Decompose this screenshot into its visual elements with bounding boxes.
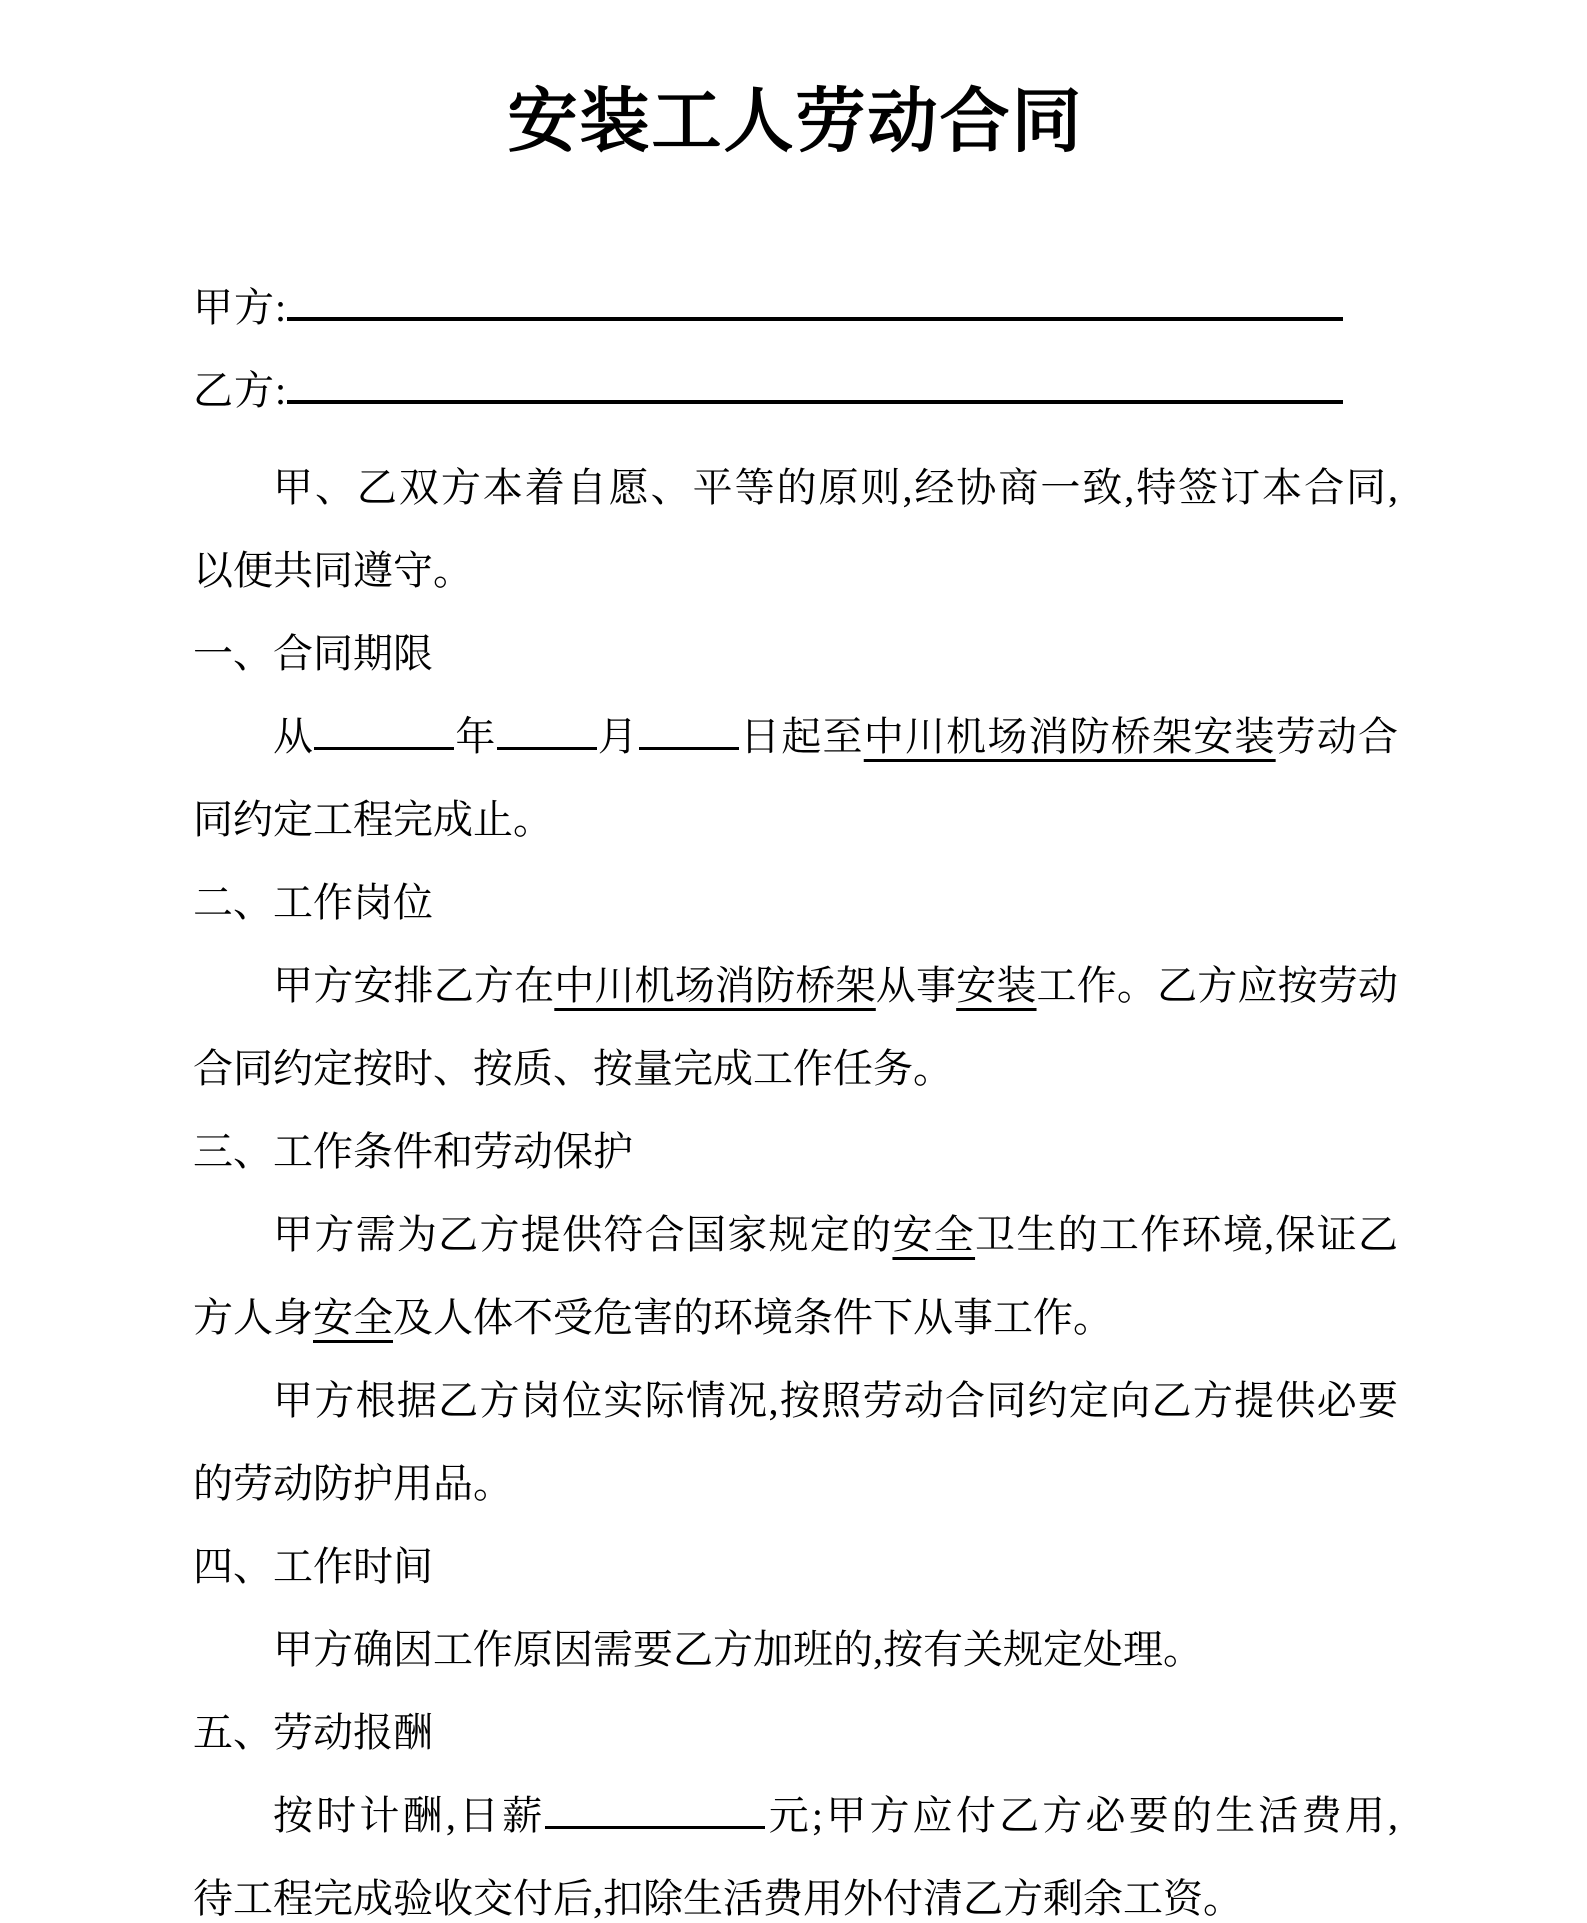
text-run: 甲方根据乙方岗位实际情况,按照劳动合同约定向乙方提供必要 (273, 1378, 1398, 1423)
underlined-text-run: 中川机场消防桥架安装 (863, 714, 1276, 759)
paragraph-line (193, 778, 1398, 861)
text-run: 以便共同遵守。 (193, 548, 473, 593)
paragraph-line (193, 1774, 1398, 1857)
text-run: 年 (454, 714, 497, 759)
text-run: 工作。乙方应按劳动 (1036, 963, 1399, 1008)
paragraph-line (193, 529, 1398, 612)
text-run: 三、工作条件和劳动保护 (193, 1129, 633, 1174)
text-run: 日起至 (738, 714, 864, 759)
party-a-label: 甲方: (193, 285, 288, 330)
party-b-label: 乙方: (193, 368, 288, 413)
text-run: 同约定工程完成止。 (193, 797, 553, 842)
paragraph-line (193, 1857, 1398, 1923)
text-run: 甲方确因工作原因需要乙方加班的,按有关规定处理。 (273, 1627, 1203, 1672)
paragraph-line (193, 1442, 1398, 1525)
document-body (193, 446, 1398, 1923)
section-heading (193, 1110, 1398, 1193)
text-run: 甲方需为乙方提供符合国家规定的 (273, 1212, 893, 1257)
paragraph-line (193, 944, 1398, 1027)
section-heading (193, 1691, 1398, 1774)
section-heading (193, 861, 1398, 944)
underlined-text-run: 安全 (892, 1212, 976, 1257)
text-run: 方人身 (193, 1295, 313, 1340)
underlined-text-run: 安装 (956, 963, 1037, 1008)
blank-fill-line (639, 739, 739, 750)
paragraph-line (193, 1359, 1398, 1442)
text-run: 合同约定按时、按质、按量完成工作任务。 (193, 1046, 953, 1091)
section-heading (193, 1525, 1398, 1608)
text-run: 劳动合 (1275, 714, 1399, 759)
party-a-blank-line (287, 311, 1343, 321)
text-run: 按时计酬,日薪 (273, 1793, 546, 1838)
document-content (193, 0, 1398, 1923)
text-run: 四、工作时间 (193, 1544, 433, 1589)
paragraph-line (193, 1276, 1398, 1359)
section-heading (193, 612, 1398, 695)
paragraph-line (193, 695, 1398, 778)
paragraph-line (193, 1193, 1398, 1276)
text-run: 一、合同期限 (193, 631, 433, 676)
text-run: 从 (273, 714, 315, 759)
text-run: 的劳动防护用品。 (193, 1461, 513, 1506)
document-title: 安装工人劳动合同 (507, 84, 1084, 161)
underlined-text-run: 安全 (313, 1295, 393, 1340)
parties-section (193, 266, 1398, 432)
text-run: 从事 (875, 963, 957, 1008)
text-run: 甲、乙双方本着自愿、平等的原则,经协商一致,特签订本合同, (273, 465, 1398, 510)
party-a-row (193, 266, 1398, 349)
blank-fill-line (497, 739, 597, 750)
text-run: 二、工作岗位 (193, 880, 433, 925)
text-run: 甲方安排乙方在 (273, 963, 555, 1008)
party-b-row (193, 349, 1398, 432)
paragraph-line (193, 1027, 1398, 1110)
blank-fill-line (314, 739, 454, 750)
paragraph-line (193, 1608, 1398, 1691)
underlined-text-run: 中川机场消防桥架 (554, 963, 876, 1008)
text-run: 元;甲方应付乙方必要的生活费用, (765, 1793, 1398, 1838)
blank-fill-line (545, 1818, 765, 1829)
text-run: 及人体不受危害的环境条件下从事工作。 (393, 1295, 1113, 1340)
party-b-blank-line (287, 394, 1343, 404)
text-run: 五、劳动报酬 (193, 1710, 433, 1755)
text-run: 月 (596, 714, 639, 759)
text-run: 卫生的工作环境,保证乙 (975, 1212, 1399, 1257)
text-run: 待工程完成验收交付后,扣除生活费用外付清乙方剩余工资。 (193, 1876, 1243, 1921)
paragraph-line (193, 446, 1398, 529)
